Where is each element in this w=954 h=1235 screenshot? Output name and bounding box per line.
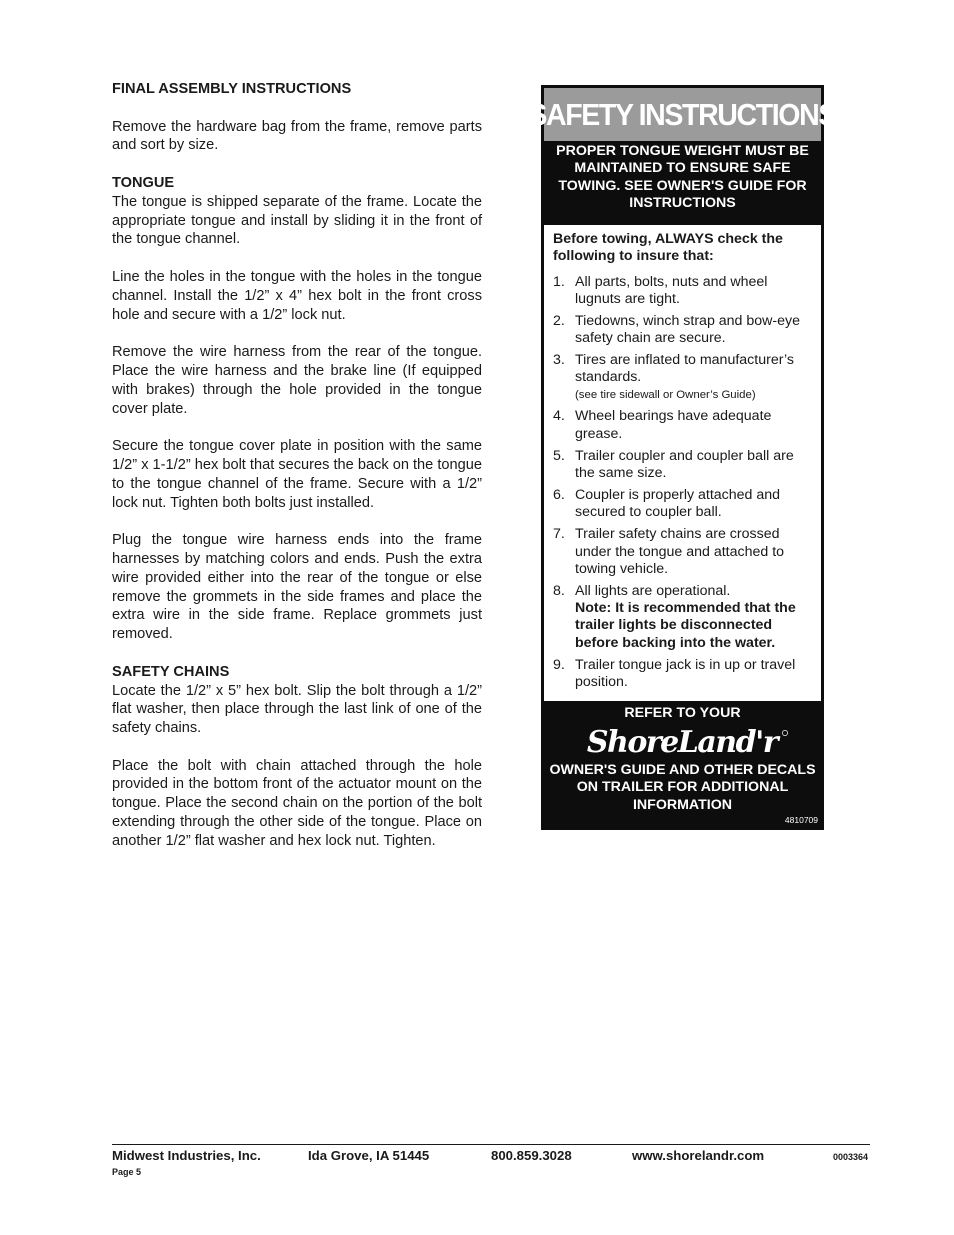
footer-website: www.shorelandr.com [632,1148,765,1163]
paragraph-chains-1: Locate the 1/2” x 5” hex bolt. Slip the bolt through a 1/2” flat washer, then place through the last link of one of the safety chains. [112,682,482,737]
assembly-instructions [112,80,482,851]
checklist-item-text: Trailer coupler and coupler ball are the same size. [575,447,794,482]
footer-phone: 800.859.3028 [491,1148,572,1163]
checklist-item-body [575,408,813,443]
checklist-item-text: Trailer safety chains are crossed under the tongue and attached to towing vehicle. [575,526,785,577]
heading-final-assembly: FINAL ASSEMBLY INSTRUCTIONS [112,81,352,97]
checklist-item-text: Tires are inflated to manufacturer’s standards. [575,352,794,386]
checklist-item-text: Tiedowns, winch strap and bow-eye safety chain are secure. [575,312,801,347]
checklist-item-number: 1. [553,273,565,290]
paragraph-tongue-2: Line the holes in the tongue with the holes in the tongue channel. Install the 1/2” x 4” hex bolt in the front cross hole and secure with a 1/2” lock nut. [112,268,482,323]
refer-text: REFER TO YOUR [624,705,741,721]
checklist-item-body [575,657,813,692]
checklist-item-number: 3. [553,352,565,369]
paragraph-tongue-3: Remove the wire harness from the rear of the tongue. Place the wire harness and the brake line (If equipped with brakes) through the hole provided in the tongue cover plate. [112,344,482,417]
checklist-item-text: Coupler is properly attached and secured to coupler ball. [575,487,781,521]
checklist-item-text: All parts, bolts, nuts and wheel lugnuts are tight. [575,273,768,307]
decal-title: SAFETY INSTRUCTIONS [528,96,837,132]
checklist-item [553,448,813,483]
checklist-item-number: 7. [553,526,565,543]
checklist-item-body [575,583,813,652]
checklist-item-body [575,313,813,348]
checklist-item [553,657,813,692]
decal-title-band [528,88,837,141]
checklist-item [553,526,813,578]
paragraph-tongue-1: The tongue is shipped separate of the frame. Locate the appropriate tongue and install by sliding it in the front of the tongue channel. [112,193,482,248]
checklist [553,274,813,692]
checklist-item-body [575,526,813,578]
checklist-item [553,274,813,309]
checklist-item-note: Note: It is recommended that the trailer lights be disconnected before backing into the water. [575,600,796,651]
paragraph-hardware: Remove the hardware bag from the frame, remove parts and sort by size. [112,118,482,154]
checklist-item [553,408,813,443]
footer-rule [112,1144,870,1145]
checklist-item-number: 5. [553,447,565,464]
safety-decal [528,85,837,830]
footer-city: Ida Grove, IA 51445 [308,1148,430,1163]
checklist-item-number: 8. [553,582,565,599]
checklist-item-text: All lights are operational. [575,582,731,599]
footer-page-number: Page 5 [112,1167,142,1177]
checklist-item [553,352,813,404]
paragraph-chains-2: Place the bolt with chain attached through the hole provided in the bottom front of the actuator mount on the tongue. Place the second chain on the portion of the bolt extending through the other side of the tongue. Place on another 1/2” flat washer and hex lock nut. Tighten. [112,757,482,849]
checklist-item [553,583,813,652]
checklist-item-number: 4. [553,408,565,425]
checklist-item-text: Wheel bearings have adequate grease. [575,408,772,442]
footer-company: Midwest Industries, Inc. [112,1148,261,1163]
checklist-item-body [575,274,813,309]
checklist-intro: Before towing, ALWAYS check the following to insure that: [553,231,783,265]
paragraph-tongue-5: Plug the tongue wire harness ends into the frame harnesses by matching colors and ends. Push the extra wire provided either into the rear of the tongue or else remove the grommets in the side frames and place the extra wire in the side frame. Replace grommets just removed. [112,532,482,643]
paragraph-tongue-4: Secure the tongue cover plate in position with the same 1/2” x 1-1/2” hex bolt that secures the back on the tongue to the tongue channel of the frame. Secure with a 1/2” lock nut. Tighten both bolts just installed. [112,438,482,511]
logo-wordmark: ShoreLand'r [586,725,778,760]
checklist-item-hint: (see tire sidewall or Owner’s Guide) [575,388,756,401]
footer-doc-number: 0003364 [833,1152,869,1162]
checklist-item-number: 2. [553,312,565,329]
shorelandr-logo [575,724,790,760]
checklist-item [553,313,813,348]
checklist-box [544,225,821,701]
checklist-item-number: 9. [553,656,565,673]
checklist-item-body [575,448,813,483]
checklist-item [553,487,813,522]
heading-safety-chains: SAFETY CHAINS [112,663,230,680]
checklist-item-body [575,487,813,522]
owners-guide-text: OWNER'S GUIDE AND OTHER DECALS ON TRAILER FOR ADDITIONAL INFORMATION [549,762,816,813]
registered-mark-icon [782,730,787,735]
decal-code: 4810709 [784,815,818,825]
checklist-item-text: Trailer tongue jack is in up or travel position. [575,656,796,691]
heading-tongue: TONGUE [112,174,175,191]
tongue-weight-warning: PROPER TONGUE WEIGHT MUST BE MAINTAINED TO ENSURE SAFE TOWING. SEE OWNER'S GUIDE FOR INSTRUCTIONS [556,143,809,211]
checklist-item-body [575,352,813,404]
checklist-item-number: 6. [553,487,565,503]
